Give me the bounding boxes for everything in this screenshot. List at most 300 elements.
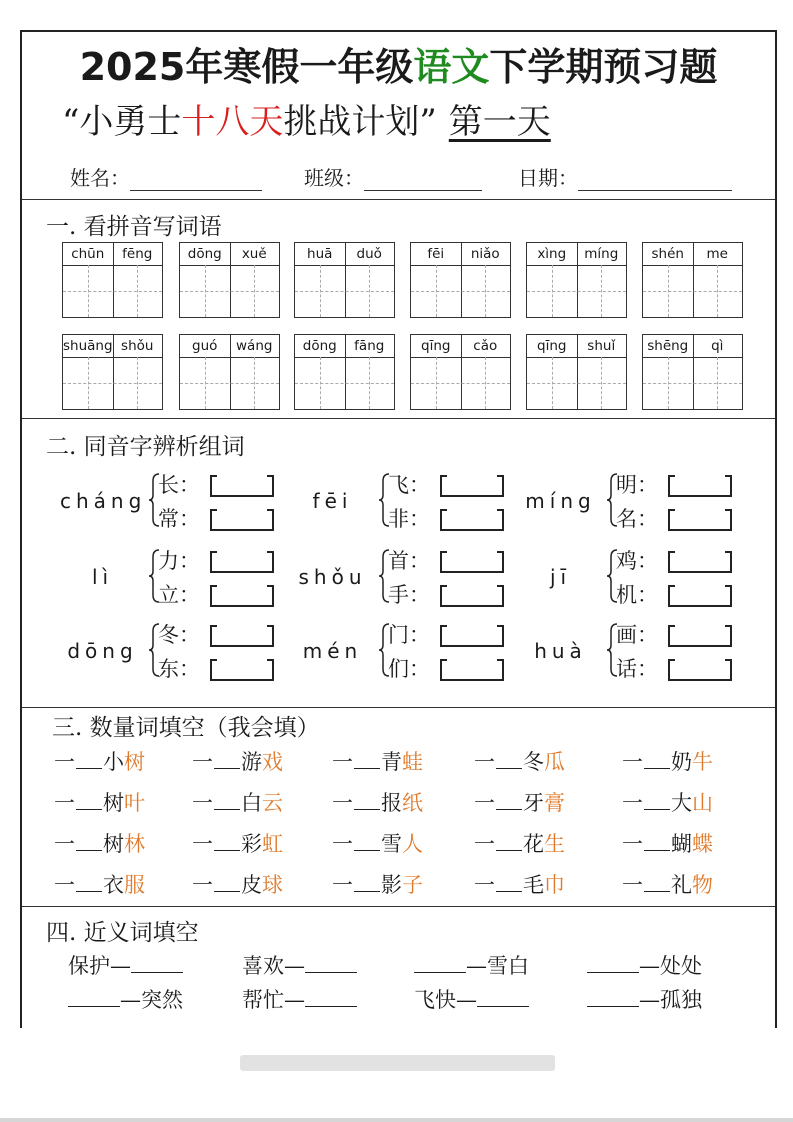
synonym-item: [242, 984, 357, 1014]
grid-line: [320, 265, 321, 317]
grid-line: [601, 265, 602, 317]
tianzi-grid[interactable]: [642, 242, 743, 318]
synonym-word: 孤独: [660, 988, 702, 1012]
grid-line: [345, 243, 346, 317]
prefix-one: 一: [622, 750, 643, 774]
bracket-left: [210, 625, 217, 647]
fill-blank[interactable]: [305, 988, 357, 1007]
measure-word-item: [474, 828, 565, 858]
answer-bracket[interactable]: [668, 659, 732, 681]
grid-line: [369, 357, 370, 409]
measure-word-item: [622, 787, 713, 817]
noun-char-highlight: 服: [124, 873, 145, 897]
prefix-one: 一: [192, 873, 213, 897]
answer-line: [675, 679, 725, 681]
homophone-pinyin: mén: [302, 639, 363, 663]
grid-line: [295, 357, 394, 358]
answer-line: [675, 571, 725, 573]
noun-char: 奶: [671, 750, 692, 774]
grid-line: [668, 265, 669, 317]
name-field[interactable]: 姓名：: [70, 162, 262, 191]
character-label: 长：: [158, 473, 200, 497]
grid-line: [717, 265, 718, 317]
fill-blank[interactable]: [76, 791, 102, 810]
answer-bracket[interactable]: [668, 509, 732, 531]
noun-char: 牙: [523, 791, 544, 815]
tianzi-grid[interactable]: [526, 242, 627, 318]
fill-blank[interactable]: [354, 750, 380, 769]
bracket-right: [267, 551, 274, 573]
synonym-word: 喜欢: [242, 954, 284, 978]
prefix-one: 一: [54, 832, 75, 856]
character-label: 冬：: [158, 623, 200, 647]
noun-char: 花: [523, 832, 544, 856]
pinyin-label: duǒ: [356, 246, 382, 262]
noun-char: 彩: [241, 832, 262, 856]
fill-blank[interactable]: [644, 750, 670, 769]
synonym-item: [414, 950, 529, 980]
grid-line: [295, 265, 394, 266]
grid-line: [485, 357, 486, 409]
fill-blank[interactable]: [354, 832, 380, 851]
bracket-right: [725, 659, 732, 681]
measure-word-item: [192, 787, 283, 817]
grid-line: [527, 357, 626, 358]
grid-line: [113, 335, 114, 409]
grid-line: [180, 291, 279, 292]
answer-bracket[interactable]: [440, 585, 504, 607]
tianzi-grid[interactable]: [294, 242, 395, 318]
pinyin-label: shuāng: [63, 338, 113, 354]
homophone-pinyin: cháng: [60, 489, 147, 513]
noun-char: 冬: [523, 750, 544, 774]
dash: —: [639, 954, 660, 978]
synonym-item: [587, 984, 702, 1014]
fill-blank[interactable]: [214, 832, 240, 851]
fill-blank[interactable]: [644, 791, 670, 810]
noun-char-highlight: 物: [692, 873, 713, 897]
grid-line: [693, 335, 694, 409]
tianzi-grid[interactable]: [410, 334, 511, 410]
dash: —: [456, 988, 477, 1012]
character-label: 机：: [616, 583, 658, 607]
date-field[interactable]: 日期：: [518, 162, 732, 191]
page-edge: [0, 1118, 793, 1122]
character-label: 明：: [616, 473, 658, 497]
prefix-one: 一: [474, 791, 495, 815]
dash: —: [120, 988, 141, 1012]
fill-blank[interactable]: [587, 954, 639, 973]
answer-bracket[interactable]: [440, 475, 504, 497]
grid-line: [205, 265, 206, 317]
answer-bracket[interactable]: [440, 509, 504, 531]
grid-line: [295, 383, 394, 384]
grid-line: [643, 265, 742, 266]
pinyin-label: huā: [307, 246, 333, 262]
fill-blank[interactable]: [68, 988, 120, 1007]
grid-line: [527, 291, 626, 292]
measure-word-item: [332, 869, 423, 899]
bracket-right: [497, 551, 504, 573]
bracket-right: [497, 475, 504, 497]
pinyin-label: qīng: [421, 338, 451, 354]
answer-bracket[interactable]: [668, 625, 732, 647]
pinyin-label: qīng: [537, 338, 567, 354]
noun-char-highlight: 球: [262, 873, 283, 897]
answer-bracket[interactable]: [210, 585, 274, 607]
grid-line: [230, 243, 231, 317]
noun-char: 报: [381, 791, 402, 815]
grid-line: [552, 357, 553, 409]
grid-line: [345, 335, 346, 409]
prefix-one: 一: [332, 750, 353, 774]
answer-bracket[interactable]: [440, 551, 504, 573]
measure-word-item: [54, 787, 145, 817]
bracket-right: [497, 659, 504, 681]
dash: —: [284, 954, 305, 978]
bracket-left: [440, 475, 447, 497]
dash: —: [639, 988, 660, 1012]
tianzi-grid[interactable]: [294, 334, 395, 410]
noun-char: 小: [103, 750, 124, 774]
grid-line: [601, 357, 602, 409]
grid-line: [113, 243, 114, 317]
grid-line: [411, 265, 510, 266]
grid-line: [461, 243, 462, 317]
noun-char-highlight: 戏: [262, 750, 283, 774]
grid-line: [63, 265, 162, 266]
fill-blank[interactable]: [414, 954, 466, 973]
answer-bracket[interactable]: [210, 551, 274, 573]
tianzi-grid[interactable]: [526, 334, 627, 410]
synonym-item: [242, 950, 357, 980]
grid-line: [527, 265, 626, 266]
prefix-one: 一: [54, 750, 75, 774]
bracket-left: [668, 659, 675, 681]
section1-title: 一. 看拼音写词语: [46, 214, 222, 240]
grid-line: [230, 335, 231, 409]
bracket-left: [668, 509, 675, 531]
grid-line: [527, 383, 626, 384]
character-label: 常：: [158, 507, 200, 531]
fill-blank[interactable]: [496, 791, 522, 810]
prefix-one: 一: [332, 873, 353, 897]
grid-line: [411, 383, 510, 384]
tianzi-grid[interactable]: [179, 334, 280, 410]
prefix-one: 一: [474, 750, 495, 774]
character-label: 飞：: [388, 473, 430, 497]
fill-blank[interactable]: [496, 832, 522, 851]
noun-char: 大: [671, 791, 692, 815]
synonym-item: [587, 950, 702, 980]
answer-bracket[interactable]: [440, 625, 504, 647]
answer-line: [447, 571, 497, 573]
homophone-group: [518, 469, 746, 533]
pinyin-label: dōng: [187, 246, 222, 262]
noun-char-highlight: 纸: [402, 791, 423, 815]
noun-char-highlight: 山: [692, 791, 713, 815]
answer-line: [447, 495, 497, 497]
fill-blank[interactable]: [644, 873, 670, 892]
noun-char-highlight: 瓜: [544, 750, 565, 774]
answer-line: [675, 605, 725, 607]
bracket-left: [210, 585, 217, 607]
grid-line: [205, 357, 206, 409]
noun-char-highlight: 树: [124, 750, 145, 774]
footer-watermark: [240, 1055, 555, 1071]
answer-line: [217, 679, 267, 681]
homophone-group: [60, 545, 288, 609]
grid-line: [643, 357, 742, 358]
bracket-left: [210, 509, 217, 531]
pinyin-label: shuǐ: [587, 338, 616, 354]
answer-bracket[interactable]: [210, 625, 274, 647]
measure-word-item: [474, 787, 565, 817]
grid-line: [411, 291, 510, 292]
fill-blank[interactable]: [496, 750, 522, 769]
noun-char-highlight: 虹: [262, 832, 283, 856]
character-label: 立：: [158, 583, 200, 607]
noun-char-highlight: 巾: [544, 873, 565, 897]
grid-line: [369, 265, 370, 317]
answer-line: [675, 529, 725, 531]
fill-blank[interactable]: [587, 988, 639, 1007]
divider: [22, 199, 775, 200]
pinyin-label: shēng: [647, 338, 689, 354]
fill-blank[interactable]: [354, 791, 380, 810]
bracket-right: [267, 509, 274, 531]
character-label: 画：: [616, 623, 658, 647]
synonym-word: 飞快: [414, 988, 456, 1012]
noun-char: 树: [103, 832, 124, 856]
section2-title: 二. 同音字辨析组词: [46, 434, 245, 460]
fill-blank[interactable]: [76, 832, 102, 851]
measure-word-item: [54, 828, 145, 858]
noun-char: 雪: [381, 832, 402, 856]
grid-line: [643, 383, 742, 384]
noun-char: 树: [103, 791, 124, 815]
noun-char-highlight: 林: [124, 832, 145, 856]
dash: —: [110, 954, 131, 978]
grid-line: [436, 265, 437, 317]
measure-word-item: [192, 828, 283, 858]
answer-line: [447, 679, 497, 681]
pinyin-label: wáng: [236, 338, 273, 354]
noun-char: 游: [241, 750, 262, 774]
bracket-right: [497, 509, 504, 531]
pinyin-label: dōng: [302, 338, 337, 354]
measure-word-item: [332, 828, 423, 858]
character-label: 非：: [388, 507, 430, 531]
prefix-one: 一: [474, 832, 495, 856]
answer-bracket[interactable]: [440, 659, 504, 681]
homophone-group: [290, 619, 518, 683]
pinyin-label: xìng: [537, 246, 567, 262]
synonym-word: 处处: [660, 954, 702, 978]
tianzi-grid[interactable]: [179, 242, 280, 318]
synonym-word: 雪白: [487, 954, 529, 978]
grid-line: [180, 265, 279, 266]
synonym-item: [414, 984, 529, 1014]
answer-line: [217, 645, 267, 647]
bracket-right: [725, 475, 732, 497]
character-label: 门：: [388, 623, 430, 647]
prefix-one: 一: [192, 832, 213, 856]
tianzi-grid[interactable]: [62, 334, 163, 410]
pinyin-label: qì: [711, 338, 724, 354]
character-label: 力：: [158, 549, 200, 573]
answer-bracket[interactable]: [668, 475, 732, 497]
answer-bracket[interactable]: [210, 475, 274, 497]
bracket-left: [440, 551, 447, 573]
pinyin-label: fēng: [122, 246, 153, 262]
noun-char: 礼: [671, 873, 692, 897]
bracket-left: [668, 585, 675, 607]
answer-bracket[interactable]: [210, 509, 274, 531]
homophone-pinyin: huà: [534, 639, 587, 663]
class-field[interactable]: 班级：: [304, 162, 482, 191]
homophone-pinyin: dōng: [67, 639, 138, 663]
pinyin-label: xuě: [241, 246, 267, 262]
synonym-word: 突然: [141, 988, 183, 1012]
fill-blank[interactable]: [214, 791, 240, 810]
measure-word-item: [332, 787, 423, 817]
fill-blank[interactable]: [644, 832, 670, 851]
grid-line: [137, 357, 138, 409]
measure-word-item: [54, 869, 145, 899]
day-label: 第一天: [448, 102, 551, 142]
worksheet-subtitle: “小勇士十八天挑战计划” 第一天: [62, 102, 551, 142]
homophone-group: [518, 619, 746, 683]
bracket-right: [497, 625, 504, 647]
fill-blank[interactable]: [214, 750, 240, 769]
noun-char-highlight: 云: [262, 791, 283, 815]
noun-char: 衣: [103, 873, 124, 897]
character-label: 手：: [388, 583, 430, 607]
noun-char: 毛: [523, 873, 544, 897]
pinyin-label: shǒu: [121, 338, 154, 354]
answer-line: [447, 645, 497, 647]
divider: [22, 707, 775, 708]
noun-char-highlight: 蝶: [692, 832, 713, 856]
noun-char: 蝴: [671, 832, 692, 856]
fill-blank[interactable]: [305, 954, 357, 973]
pinyin-label: fāng: [354, 338, 385, 354]
fill-blank[interactable]: [214, 873, 240, 892]
noun-char-highlight: 牛: [692, 750, 713, 774]
grid-line: [88, 357, 89, 409]
noun-char-highlight: 子: [402, 873, 423, 897]
answer-line: [217, 529, 267, 531]
prefix-one: 一: [474, 873, 495, 897]
prefix-one: 一: [54, 873, 75, 897]
bracket-left: [210, 551, 217, 573]
fill-blank[interactable]: [76, 750, 102, 769]
fill-blank[interactable]: [477, 988, 529, 1007]
noun-char: 青: [381, 750, 402, 774]
fill-blank[interactable]: [76, 873, 102, 892]
homophone-pinyin: lì: [91, 565, 114, 589]
section3-title: 三. 数量词填空（我会填）: [52, 715, 320, 741]
answer-bracket[interactable]: [668, 551, 732, 573]
grid-line: [577, 243, 578, 317]
homophone-pinyin: fēi: [312, 489, 353, 513]
character-label: 话：: [616, 657, 658, 681]
bracket-left: [668, 625, 675, 647]
homophone-group: [518, 545, 746, 609]
grid-line: [180, 383, 279, 384]
measure-word-item: [622, 869, 713, 899]
bracket-left: [440, 659, 447, 681]
noun-char-highlight: 叶: [124, 791, 145, 815]
tianzi-grid[interactable]: [642, 334, 743, 410]
character-label: 首：: [388, 549, 430, 573]
worksheet: [20, 30, 777, 1028]
noun-char-highlight: 蛙: [402, 750, 423, 774]
worksheet-title: 2025年寒假一年级语文下学期预习题: [79, 45, 718, 89]
grid-line: [668, 357, 669, 409]
pinyin-label: cǎo: [473, 338, 498, 354]
bracket-right: [725, 509, 732, 531]
grid-line: [577, 335, 578, 409]
grid-line: [717, 357, 718, 409]
tianzi-grid[interactable]: [62, 242, 163, 318]
answer-bracket[interactable]: [210, 659, 274, 681]
measure-word-item: [54, 746, 145, 776]
measure-word-item: [192, 869, 283, 899]
prefix-one: 一: [622, 832, 643, 856]
character-label: 们：: [388, 657, 430, 681]
grid-line: [643, 291, 742, 292]
grid-line: [295, 291, 394, 292]
fill-blank[interactable]: [131, 954, 183, 973]
answer-line: [447, 605, 497, 607]
fill-blank[interactable]: [496, 873, 522, 892]
prefix-one: 一: [54, 791, 75, 815]
fill-blank[interactable]: [354, 873, 380, 892]
prefix-one: 一: [622, 791, 643, 815]
grid-line: [137, 265, 138, 317]
bracket-right: [267, 625, 274, 647]
bracket-right: [725, 551, 732, 573]
synonym-item: [68, 950, 183, 980]
bracket-left: [440, 625, 447, 647]
character-label: 东：: [158, 657, 200, 681]
noun-char: 皮: [241, 873, 262, 897]
dash: —: [466, 954, 487, 978]
grid-line: [411, 357, 510, 358]
pinyin-label: me: [706, 246, 728, 262]
answer-line: [675, 495, 725, 497]
grid-line: [485, 265, 486, 317]
answer-line: [675, 645, 725, 647]
bracket-left: [668, 475, 675, 497]
pinyin-label: míng: [584, 246, 619, 262]
grid-line: [254, 357, 255, 409]
answer-line: [217, 495, 267, 497]
answer-bracket[interactable]: [668, 585, 732, 607]
pinyin-label: fēi: [427, 246, 445, 262]
homophone-group: [290, 545, 518, 609]
tianzi-grid[interactable]: [410, 242, 511, 318]
synonym-word: 保护: [68, 954, 110, 978]
homophone-group: [290, 469, 518, 533]
character-label: 鸡：: [616, 549, 658, 573]
prefix-one: 一: [332, 791, 353, 815]
pinyin-label: guó: [192, 338, 218, 354]
grid-line: [88, 265, 89, 317]
bracket-left: [668, 551, 675, 573]
